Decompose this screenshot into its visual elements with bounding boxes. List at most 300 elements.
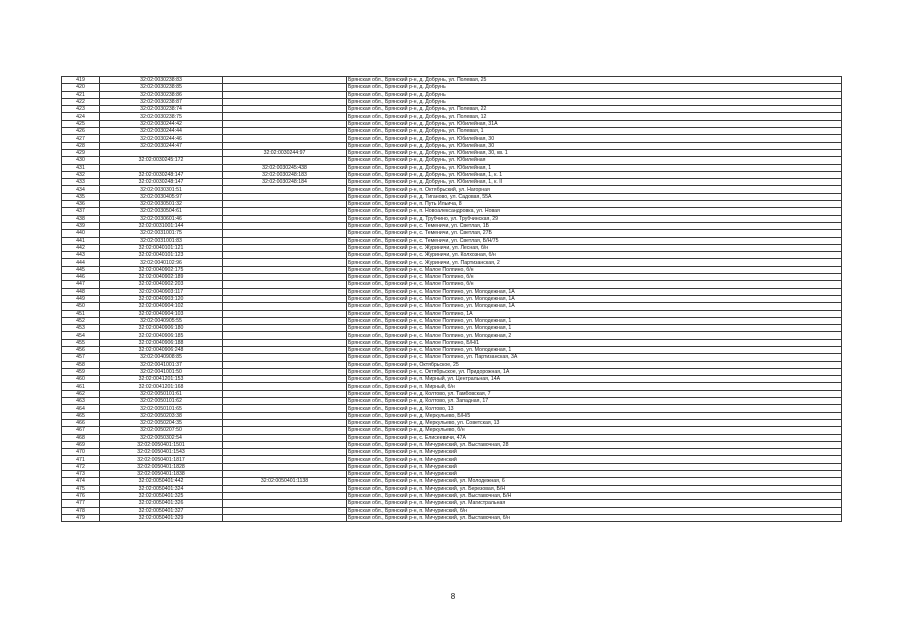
table-row xyxy=(62,288,842,295)
address-cell: Брянская обл., Брянский р-н, с. Журиничи, ул. Лесная, б/н xyxy=(347,244,842,251)
object-number-cell xyxy=(223,434,347,441)
cadastral-number-cell: 32:02:0030238:85 xyxy=(100,84,223,91)
object-number-cell xyxy=(223,456,347,463)
address-cell: Брянская обл., Брянский р-н, д. Добрунь, ул. Юбилейная, 30 xyxy=(347,135,842,142)
cadastral-number-cell: 32:02:0030244:44 xyxy=(100,128,223,135)
row-number-cell: 439 xyxy=(62,222,100,229)
address-cell: Брянская обл., Брянский р-н, д. Меркульево, ул. Советская, 13 xyxy=(347,419,842,426)
object-number-cell xyxy=(223,325,347,332)
address-cell: Брянская обл., Брянский р-н, д. Добрунь, ул. Юбилейная, 1 xyxy=(347,164,842,171)
table-row xyxy=(62,259,842,266)
table-row xyxy=(62,376,842,383)
address-cell: Брянская обл., Брянский р-н, с. Теменичи, ул. Светлая, 1Б xyxy=(347,222,842,229)
object-number-cell xyxy=(223,157,347,164)
cadastral-number-cell: 32:02:0030238:83 xyxy=(100,77,223,84)
table-row xyxy=(62,514,842,521)
object-number-cell xyxy=(223,317,347,324)
cadastral-number-cell: 32:02:0050203:38 xyxy=(100,412,223,419)
cadastral-number-cell: 32:02:0050401:325 xyxy=(100,492,223,499)
object-number-cell xyxy=(223,449,347,456)
row-number-cell: 426 xyxy=(62,128,100,135)
address-cell: Брянская обл., Брянский р-н, д. Тиганово, ул. Садовая, 55А xyxy=(347,193,842,200)
row-number-cell: 470 xyxy=(62,449,100,456)
object-number-cell xyxy=(223,303,347,310)
cadastral-number-cell: 32:02:0041001:37 xyxy=(100,361,223,368)
table-row xyxy=(62,230,842,237)
table-row xyxy=(62,295,842,302)
cadastral-number-cell: 32:02:0041201:168 xyxy=(100,383,223,390)
row-number-cell: 469 xyxy=(62,441,100,448)
object-number-cell xyxy=(223,339,347,346)
cadastral-number-cell: 32:02:0030501:32 xyxy=(100,201,223,208)
address-cell: Брянская обл., Брянский р-н, п. Октябрьский, ул. Нагорная xyxy=(347,186,842,193)
object-number-cell xyxy=(223,368,347,375)
address-cell: Брянская обл., Брянский р-н, д. Добрунь xyxy=(347,84,842,91)
table-row xyxy=(62,142,842,149)
address-cell: Брянская обл., Брянский р-н, д. Трубчино, ул. Трубчинская, 29 xyxy=(347,215,842,222)
cadastral-number-cell: 32:02:0040906:180 xyxy=(100,325,223,332)
table-row xyxy=(62,171,842,178)
row-number-cell: 435 xyxy=(62,193,100,200)
table-row xyxy=(62,193,842,200)
table-row xyxy=(62,120,842,127)
object-number-cell xyxy=(223,128,347,135)
object-number-cell xyxy=(223,471,347,478)
object-number-cell xyxy=(223,222,347,229)
table-row xyxy=(62,507,842,514)
address-cell: Брянская обл., Брянский р-н, п. Путь Ильича, 8 xyxy=(347,201,842,208)
cadastral-number-cell: 32:02:0040903:120 xyxy=(100,295,223,302)
object-number-cell xyxy=(223,427,347,434)
address-cell: Брянская обл., Брянский р-н, п. Мирный, б/н xyxy=(347,383,842,390)
cadastral-number-cell: 32:02:0050401:1828 xyxy=(100,463,223,470)
object-number-cell xyxy=(223,201,347,208)
address-cell: Брянская обл., Брянский р-н, п. Мичуринский, ул. Выставочная, Б/Н xyxy=(347,492,842,499)
address-cell: Брянская обл., Брянский р-н, п. Мичуринский, ул. Выставочная, б/н xyxy=(347,514,842,521)
row-number-cell: 455 xyxy=(62,339,100,346)
table-row xyxy=(62,77,842,84)
row-number-cell: 436 xyxy=(62,201,100,208)
address-cell: Брянская обл., Брянский р-н, с. Малое Полпино, ул. Молодежная, 1А xyxy=(347,295,842,302)
table-row xyxy=(62,456,842,463)
cadastral-number-cell: 32:02:0050401:327 xyxy=(100,507,223,514)
row-number-cell: 449 xyxy=(62,295,100,302)
object-number-cell xyxy=(223,274,347,281)
row-number-cell: 468 xyxy=(62,434,100,441)
row-number-cell: 472 xyxy=(62,463,100,470)
object-number-cell xyxy=(223,288,347,295)
address-cell: Брянская обл., Брянский р-н, п. Мирный, ул. Центральная, 14А xyxy=(347,376,842,383)
row-number-cell: 425 xyxy=(62,120,100,127)
address-cell: Брянская обл., Брянский р-н, д. Меркульево, Б/Н/5 xyxy=(347,412,842,419)
cadastral-number-cell: 32:02:0050401:1838 xyxy=(100,471,223,478)
cadastral-number-cell: 32:02:0050101:61 xyxy=(100,390,223,397)
address-cell: Брянская обл., Брянский р-н, д. Добрунь, ул. Юбилейная, 1, к. 1 xyxy=(347,171,842,178)
cadastral-number-cell xyxy=(100,164,223,171)
row-number-cell: 473 xyxy=(62,471,100,478)
row-number-cell: 445 xyxy=(62,266,100,273)
cadastral-number-cell: 32:02:0040906:188 xyxy=(100,339,223,346)
row-number-cell: 454 xyxy=(62,332,100,339)
object-number-cell xyxy=(223,390,347,397)
row-number-cell: 423 xyxy=(62,106,100,113)
cadastral-number-cell: 32:02:0050401:324 xyxy=(100,485,223,492)
address-cell: Брянская обл., Брянский р-н, с. Октябрьское, ул. Придорожная, 1А xyxy=(347,368,842,375)
address-cell: Брянская обл., Брянский р-н, с. Малое Полпино, ул. Молодежная, 1А xyxy=(347,288,842,295)
cadastral-number-cell: 32:02:0030238:87 xyxy=(100,98,223,105)
row-number-cell: 451 xyxy=(62,310,100,317)
cadastral-number-cell: 32:02:0030238:86 xyxy=(100,91,223,98)
object-number-cell xyxy=(223,142,347,149)
table-row xyxy=(62,179,842,186)
cadastral-number-cell: 32:02:0040902:203 xyxy=(100,281,223,288)
object-number-cell xyxy=(223,419,347,426)
address-cell: Брянская обл., Брянский р-н, с. Теменичи, ул. Светлая, 27Б xyxy=(347,230,842,237)
row-number-cell: 434 xyxy=(62,186,100,193)
object-number-cell xyxy=(223,383,347,390)
table-row xyxy=(62,412,842,419)
row-number-cell: 463 xyxy=(62,398,100,405)
table-row xyxy=(62,274,842,281)
cadastral-number-cell: 32:02:0040902:189 xyxy=(100,274,223,281)
table-row xyxy=(62,354,842,361)
row-number-cell: 448 xyxy=(62,288,100,295)
object-number-cell xyxy=(223,332,347,339)
object-number-cell xyxy=(223,346,347,353)
table-row xyxy=(62,252,842,259)
cadastral-number-cell: 32:02:0050401:1817 xyxy=(100,456,223,463)
row-number-cell: 464 xyxy=(62,405,100,412)
cadastral-number-cell: 32:02:0041001:50 xyxy=(100,368,223,375)
object-number-cell xyxy=(223,500,347,507)
address-cell: Брянская обл., Брянский р-н, п. Новоалександровка, ул. Новая xyxy=(347,208,842,215)
cadastral-number-cell: 32:02:0030248:147 xyxy=(100,179,223,186)
row-number-cell: 446 xyxy=(62,274,100,281)
row-number-cell: 478 xyxy=(62,507,100,514)
row-number-cell: 420 xyxy=(62,84,100,91)
row-number-cell: 430 xyxy=(62,157,100,164)
object-number-cell xyxy=(223,237,347,244)
cadastral-number-cell: 32:02:0050401:329 xyxy=(100,514,223,521)
object-number-cell: 32:02:0030244:97 xyxy=(223,149,347,156)
row-number-cell: 476 xyxy=(62,492,100,499)
object-number-cell: 32:02:0030248:184 xyxy=(223,179,347,186)
cadastral-number-cell: 32:02:0030238:74 xyxy=(100,106,223,113)
address-cell: Брянская обл., Брянский р-н, п. Мичуринский xyxy=(347,463,842,470)
cadastral-number-cell: 32:02:0031001:144 xyxy=(100,222,223,229)
object-number-cell xyxy=(223,84,347,91)
table-row xyxy=(62,346,842,353)
table-row xyxy=(62,106,842,113)
address-cell: Брянская обл., Брянский р-н, д. Меркульево, б/н xyxy=(347,427,842,434)
object-number-cell xyxy=(223,376,347,383)
address-cell: Брянская обл., Брянский р-н, д. Добрунь, ул. Юбилейная, 1, к. II xyxy=(347,179,842,186)
table-row xyxy=(62,164,842,171)
address-cell: Брянская обл., Брянский р-н, д. Добрунь, ул. Юбилейная, 30 xyxy=(347,142,842,149)
cadastral-number-cell: 32:02:0050401:442 xyxy=(100,478,223,485)
table-body xyxy=(62,77,842,522)
address-cell: Брянская обл., Брянский р-н, п. Мичуринский, ул. Молодежная, 6 xyxy=(347,478,842,485)
cadastral-number-cell: 32:02:0030301:51 xyxy=(100,186,223,193)
row-number-cell: 443 xyxy=(62,252,100,259)
table-row xyxy=(62,478,842,485)
row-number-cell: 453 xyxy=(62,325,100,332)
address-cell: Брянская обл., Брянский р-н, д. Добрунь, ул. Юбилейная, 30, кв. 1 xyxy=(347,149,842,156)
row-number-cell: 424 xyxy=(62,113,100,120)
cadastral-number-cell: 32:02:0030504:61 xyxy=(100,208,223,215)
row-number-cell: 479 xyxy=(62,514,100,521)
object-number-cell xyxy=(223,135,347,142)
address-cell: Брянская обл., Брянский р-н, п. Мичуринский, б/н xyxy=(347,507,842,514)
table-row xyxy=(62,368,842,375)
object-number-cell xyxy=(223,244,347,251)
table-row xyxy=(62,383,842,390)
object-number-cell xyxy=(223,463,347,470)
row-number-cell: 421 xyxy=(62,91,100,98)
object-number-cell xyxy=(223,405,347,412)
table-row xyxy=(62,405,842,412)
object-number-cell xyxy=(223,215,347,222)
table-row xyxy=(62,427,842,434)
object-number-cell xyxy=(223,208,347,215)
cadastral-number-cell: 32:02:0030601:46 xyxy=(100,215,223,222)
table-row xyxy=(62,149,842,156)
table-row xyxy=(62,128,842,135)
object-number-cell xyxy=(223,441,347,448)
object-number-cell xyxy=(223,507,347,514)
object-number-cell xyxy=(223,412,347,419)
table-row xyxy=(62,339,842,346)
address-cell: Брянская обл., Брянский р-н, д. Колтово, 13 xyxy=(347,405,842,412)
cadastral-number-cell: 32:02:0031001:83 xyxy=(100,237,223,244)
row-number-cell: 438 xyxy=(62,215,100,222)
table-row xyxy=(62,303,842,310)
row-number-cell: 460 xyxy=(62,376,100,383)
object-number-cell: 32:02:0050401:1138 xyxy=(223,478,347,485)
cadastral-number-cell: 32:02:0030248:147 xyxy=(100,171,223,178)
cadastral-number-cell: 32:02:0030244:47 xyxy=(100,142,223,149)
table-row xyxy=(62,441,842,448)
cadastral-number-cell: 32:02:0050101:65 xyxy=(100,405,223,412)
row-number-cell: 452 xyxy=(62,317,100,324)
address-cell: Брянская обл., Брянский р-н, с. Малое Полпино, 1А xyxy=(347,310,842,317)
row-number-cell: 442 xyxy=(62,244,100,251)
row-number-cell: 474 xyxy=(62,478,100,485)
table-row xyxy=(62,113,842,120)
address-cell: Брянская обл., Брянский р-н, с. Малое Полпино, ул. Молодежная, 1 xyxy=(347,317,842,324)
table-row xyxy=(62,266,842,273)
page-number: 8 xyxy=(450,592,456,601)
address-cell: Брянская обл., Брянский р-н, с. Малое Полпино, ул. Молодежная, 1 xyxy=(347,325,842,332)
row-number-cell: 456 xyxy=(62,346,100,353)
cadastral-number-cell xyxy=(100,149,223,156)
row-number-cell: 458 xyxy=(62,361,100,368)
address-cell: Брянская обл., Брянский р-н, д. Добрунь, ул. Полевая, 12 xyxy=(347,113,842,120)
object-number-cell xyxy=(223,230,347,237)
object-number-cell xyxy=(223,77,347,84)
cadastral-number-cell: 32:02:0050401:1501 xyxy=(100,441,223,448)
address-cell: Брянская обл., Брянский р-н, с. Малое Полпино, б/н xyxy=(347,281,842,288)
cadastral-number-cell: 32:02:0040906:248 xyxy=(100,346,223,353)
address-cell: Брянская обл., Брянский р-н, Октябрьское, 25 xyxy=(347,361,842,368)
table-row xyxy=(62,84,842,91)
row-number-cell: 467 xyxy=(62,427,100,434)
cadastral-number-cell: 32:02:0050204:35 xyxy=(100,419,223,426)
table-row xyxy=(62,222,842,229)
object-number-cell xyxy=(223,295,347,302)
table-row xyxy=(62,434,842,441)
cadastral-number-cell: 32:02:0040904:103 xyxy=(100,310,223,317)
cadastral-number-cell: 32:02:0040101:121 xyxy=(100,244,223,251)
address-cell: Брянская обл., Брянский р-н, с. Теменичи, ул. Светлая, Б/Н/75 xyxy=(347,237,842,244)
object-number-cell xyxy=(223,361,347,368)
row-number-cell: 444 xyxy=(62,259,100,266)
address-cell: Брянская обл., Брянский р-н, д. Добрунь, ул. Юбилейная xyxy=(347,157,842,164)
row-number-cell: 422 xyxy=(62,98,100,105)
object-number-cell xyxy=(223,120,347,127)
cadastral-number-cell: 32:02:0031001:75 xyxy=(100,230,223,237)
row-number-cell: 432 xyxy=(62,171,100,178)
row-number-cell: 433 xyxy=(62,179,100,186)
address-cell: Брянская обл., Брянский р-н, с. Малое Полпино, б/н xyxy=(347,274,842,281)
object-number-cell: 32:02:0030248:183 xyxy=(223,171,347,178)
cadastral-number-cell: 32:02:0040904:102 xyxy=(100,303,223,310)
table-row xyxy=(62,485,842,492)
table-row xyxy=(62,449,842,456)
row-number-cell: 461 xyxy=(62,383,100,390)
cadastral-number-cell: 32:02:0040102:96 xyxy=(100,259,223,266)
object-number-cell xyxy=(223,266,347,273)
cadastral-register-table xyxy=(61,76,842,522)
table-row xyxy=(62,201,842,208)
address-cell: Брянская обл., Брянский р-н, п. Мичуринский xyxy=(347,456,842,463)
object-number-cell xyxy=(223,193,347,200)
cadastral-number-cell: 32:02:0050302:54 xyxy=(100,434,223,441)
table-row xyxy=(62,281,842,288)
object-number-cell xyxy=(223,354,347,361)
cadastral-number-cell: 32:02:0050207:50 xyxy=(100,427,223,434)
row-number-cell: 440 xyxy=(62,230,100,237)
address-cell: Брянская обл., Брянский р-н, с. Малое Полпино, ул. Молодежная, 1А xyxy=(347,303,842,310)
object-number-cell xyxy=(223,91,347,98)
object-number-cell xyxy=(223,252,347,259)
row-number-cell: 431 xyxy=(62,164,100,171)
row-number-cell: 457 xyxy=(62,354,100,361)
address-cell: Брянская обл., Брянский р-н, д. Добрунь, ул. Полевая, 25 xyxy=(347,77,842,84)
cadastral-number-cell: 32:02:0030238:75 xyxy=(100,113,223,120)
table-row xyxy=(62,471,842,478)
cadastral-number-cell: 32:02:0040101:123 xyxy=(100,252,223,259)
table-row xyxy=(62,186,842,193)
cadastral-number-cell: 32:02:0041201:153 xyxy=(100,376,223,383)
table-row xyxy=(62,91,842,98)
table-row xyxy=(62,237,842,244)
table-row xyxy=(62,390,842,397)
row-number-cell: 450 xyxy=(62,303,100,310)
object-number-cell xyxy=(223,281,347,288)
object-number-cell xyxy=(223,113,347,120)
table-row xyxy=(62,135,842,142)
cadastral-number-cell: 32:02:0040903:117 xyxy=(100,288,223,295)
cadastral-number-cell: 32:02:0050101:62 xyxy=(100,398,223,405)
table-row xyxy=(62,215,842,222)
table-row xyxy=(62,317,842,324)
table-row xyxy=(62,325,842,332)
address-cell: Брянская обл., Брянский р-н, с. Журиничи, ул. Колхозная, б/н xyxy=(347,252,842,259)
row-number-cell: 427 xyxy=(62,135,100,142)
cadastral-number-cell: 32:02:0030245:172 xyxy=(100,157,223,164)
cadastral-number-cell: 32:02:0030405:97 xyxy=(100,193,223,200)
cadastral-number-cell: 32:02:0040908:85 xyxy=(100,354,223,361)
table-row xyxy=(62,332,842,339)
object-number-cell xyxy=(223,398,347,405)
address-cell: Брянская обл., Брянский р-н, д. Добрунь, ул. Полевая, 1 xyxy=(347,128,842,135)
table-row xyxy=(62,244,842,251)
cadastral-number-cell: 32:02:0030244:42 xyxy=(100,120,223,127)
object-number-cell xyxy=(223,492,347,499)
address-cell: Брянская обл., Брянский р-н, п. Мичуринский, ул. Березовая, Б/Н xyxy=(347,485,842,492)
table-row xyxy=(62,500,842,507)
row-number-cell: 419 xyxy=(62,77,100,84)
table-row xyxy=(62,310,842,317)
address-cell: Брянская обл., Брянский р-н, п. Мичуринский xyxy=(347,471,842,478)
object-number-cell xyxy=(223,514,347,521)
row-number-cell: 447 xyxy=(62,281,100,288)
object-number-cell xyxy=(223,485,347,492)
table-row xyxy=(62,463,842,470)
table-row xyxy=(62,208,842,215)
cadastral-number-cell: 32:02:0050401:326 xyxy=(100,500,223,507)
table-row xyxy=(62,419,842,426)
row-number-cell: 437 xyxy=(62,208,100,215)
address-cell: Брянская обл., Брянский р-н, д. Добрунь xyxy=(347,91,842,98)
row-number-cell: 462 xyxy=(62,390,100,397)
address-cell: Брянская обл., Брянский р-н, с. Малое Полпино, Б/Н/1 xyxy=(347,339,842,346)
address-cell: Брянская обл., Брянский р-н, с. Журиничи, ул. Партизанская, 2 xyxy=(347,259,842,266)
address-cell: Брянская обл., Брянский р-н, с. Малое Полпино, б/н xyxy=(347,266,842,273)
address-cell: Брянская обл., Брянский р-н, п. Мичуринский, ул. Магистральная xyxy=(347,500,842,507)
address-cell: Брянская обл., Брянский р-н, с. Малое Полпино, ул. Партизанская, 3А xyxy=(347,354,842,361)
cadastral-number-cell: 32:02:0040902:175 xyxy=(100,266,223,273)
row-number-cell: 428 xyxy=(62,142,100,149)
table-row xyxy=(62,398,842,405)
address-cell: Брянская обл., Брянский р-н, д. Добрунь, ул. Полевая, 22 xyxy=(347,106,842,113)
row-number-cell: 475 xyxy=(62,485,100,492)
address-cell: Брянская обл., Брянский р-н, д. Колтово, ул. Западная, 17 xyxy=(347,398,842,405)
cadastral-number-cell: 32:02:0050401:1543 xyxy=(100,449,223,456)
table-row xyxy=(62,492,842,499)
object-number-cell xyxy=(223,106,347,113)
object-number-cell xyxy=(223,186,347,193)
object-number-cell xyxy=(223,259,347,266)
address-cell: Брянская обл., Брянский р-н, с. Елисеевичи, 47А xyxy=(347,434,842,441)
row-number-cell: 477 xyxy=(62,500,100,507)
cadastral-number-cell: 32:02:0040906:185 xyxy=(100,332,223,339)
address-cell: Брянская обл., Брянский р-н, д. Добрунь, ул. Юбилейная, 31А xyxy=(347,120,842,127)
cadastral-number-cell: 32:02:0040905:55 xyxy=(100,317,223,324)
row-number-cell: 466 xyxy=(62,419,100,426)
table-row xyxy=(62,157,842,164)
row-number-cell: 471 xyxy=(62,456,100,463)
object-number-cell: 32:02:0030245:438 xyxy=(223,164,347,171)
address-cell: Брянская обл., Брянский р-н, п. Мичуринский xyxy=(347,449,842,456)
row-number-cell: 429 xyxy=(62,149,100,156)
row-number-cell: 459 xyxy=(62,368,100,375)
address-cell: Брянская обл., Брянский р-н, с. Малое Полпино, ул. Молодежная, 1 xyxy=(347,346,842,353)
table-row xyxy=(62,361,842,368)
row-number-cell: 441 xyxy=(62,237,100,244)
address-cell: Брянская обл., Брянский р-н, с. Малое Полпино, ул. Молодежная, 2 xyxy=(347,332,842,339)
